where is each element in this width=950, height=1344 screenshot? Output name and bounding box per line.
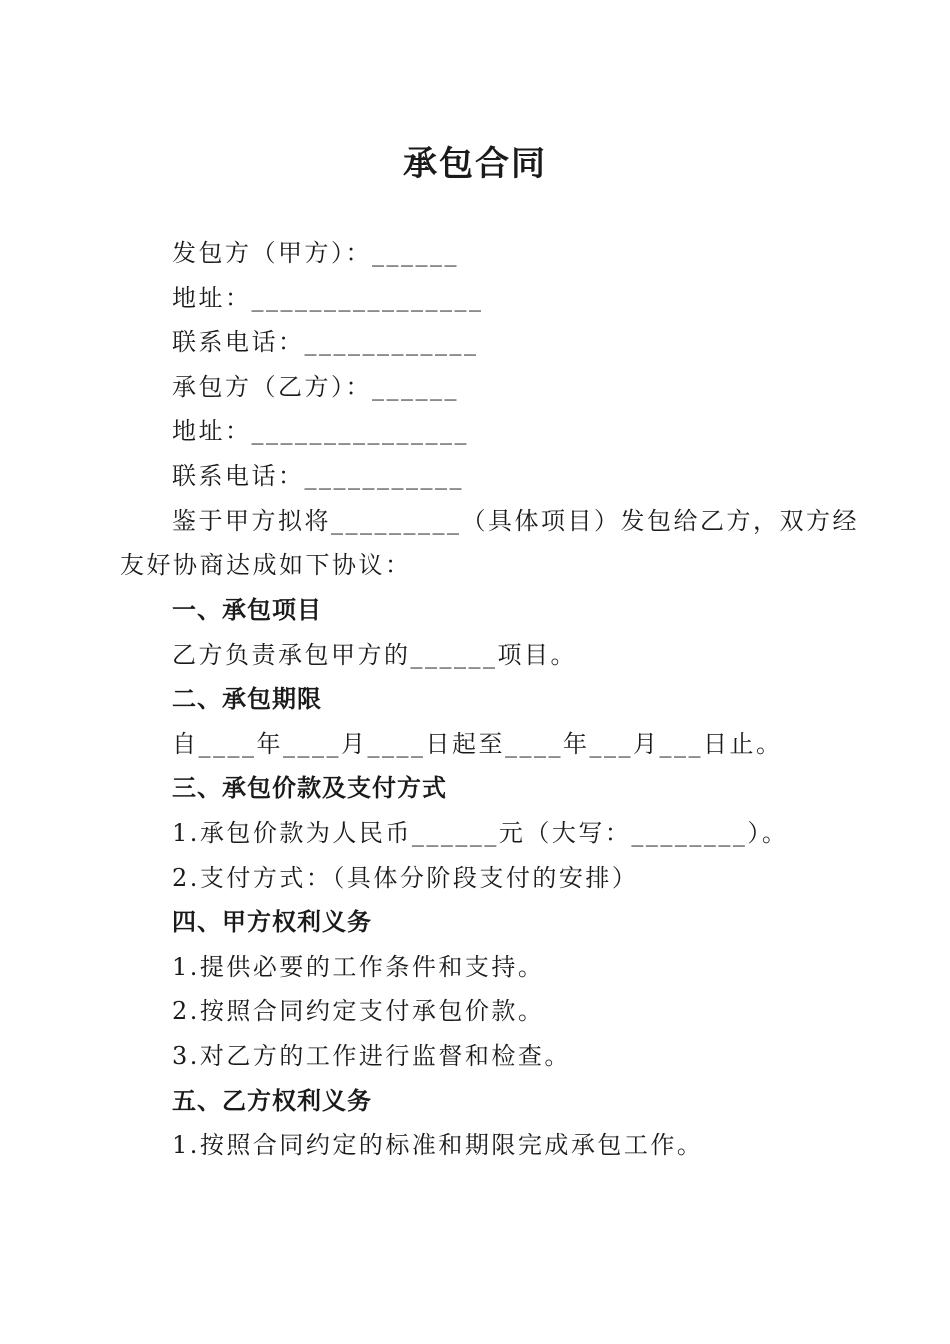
document-title: 承包合同 — [403, 144, 547, 184]
section-1-item-1: 乙方负责承包甲方的______项目。 — [172, 641, 577, 669]
section-4-item-1: 1.提供必要的工作条件和支持。 — [172, 953, 545, 981]
section-heading-1: 一、承包项目 — [172, 596, 322, 624]
section-4-item-3: 3.对乙方的工作进行监督和检查。 — [172, 1042, 571, 1070]
section-heading-2: 二、承包期限 — [172, 685, 322, 713]
party-b-name: 承包方（乙方）：______ — [172, 373, 459, 401]
preamble-line-1: 鉴于甲方拟将_________（具体项目）发包给乙方，双方经 — [172, 507, 859, 535]
section-3-item-1: 1.承包价款为人民币______元（大写：________）。 — [172, 819, 789, 847]
section-2-item-1: 自____年____月____日起至____年___月___日止。 — [172, 730, 783, 758]
section-heading-3: 三、承包价款及支付方式 — [172, 774, 447, 802]
party-a-address: 地址：________________ — [172, 284, 484, 312]
party-b-phone: 联系电话：___________ — [172, 462, 464, 490]
section-5-item-1: 1.按照合同约定的标准和期限完成承包工作。 — [172, 1131, 704, 1159]
section-heading-5: 五、乙方权利义务 — [172, 1087, 372, 1115]
section-heading-4: 四、甲方权利义务 — [172, 908, 372, 936]
preamble-line-2: 友好协商达成如下协议： — [120, 551, 412, 579]
party-a-phone: 联系电话：____________ — [172, 328, 479, 356]
party-b-address: 地址：_______________ — [172, 417, 469, 445]
section-4-item-2: 2.按照合同约定支付承包价款。 — [172, 997, 545, 1025]
party-a-name: 发包方（甲方）：______ — [172, 239, 459, 267]
section-3-item-2: 2.支付方式：（具体分阶段支付的安排） — [172, 864, 639, 892]
